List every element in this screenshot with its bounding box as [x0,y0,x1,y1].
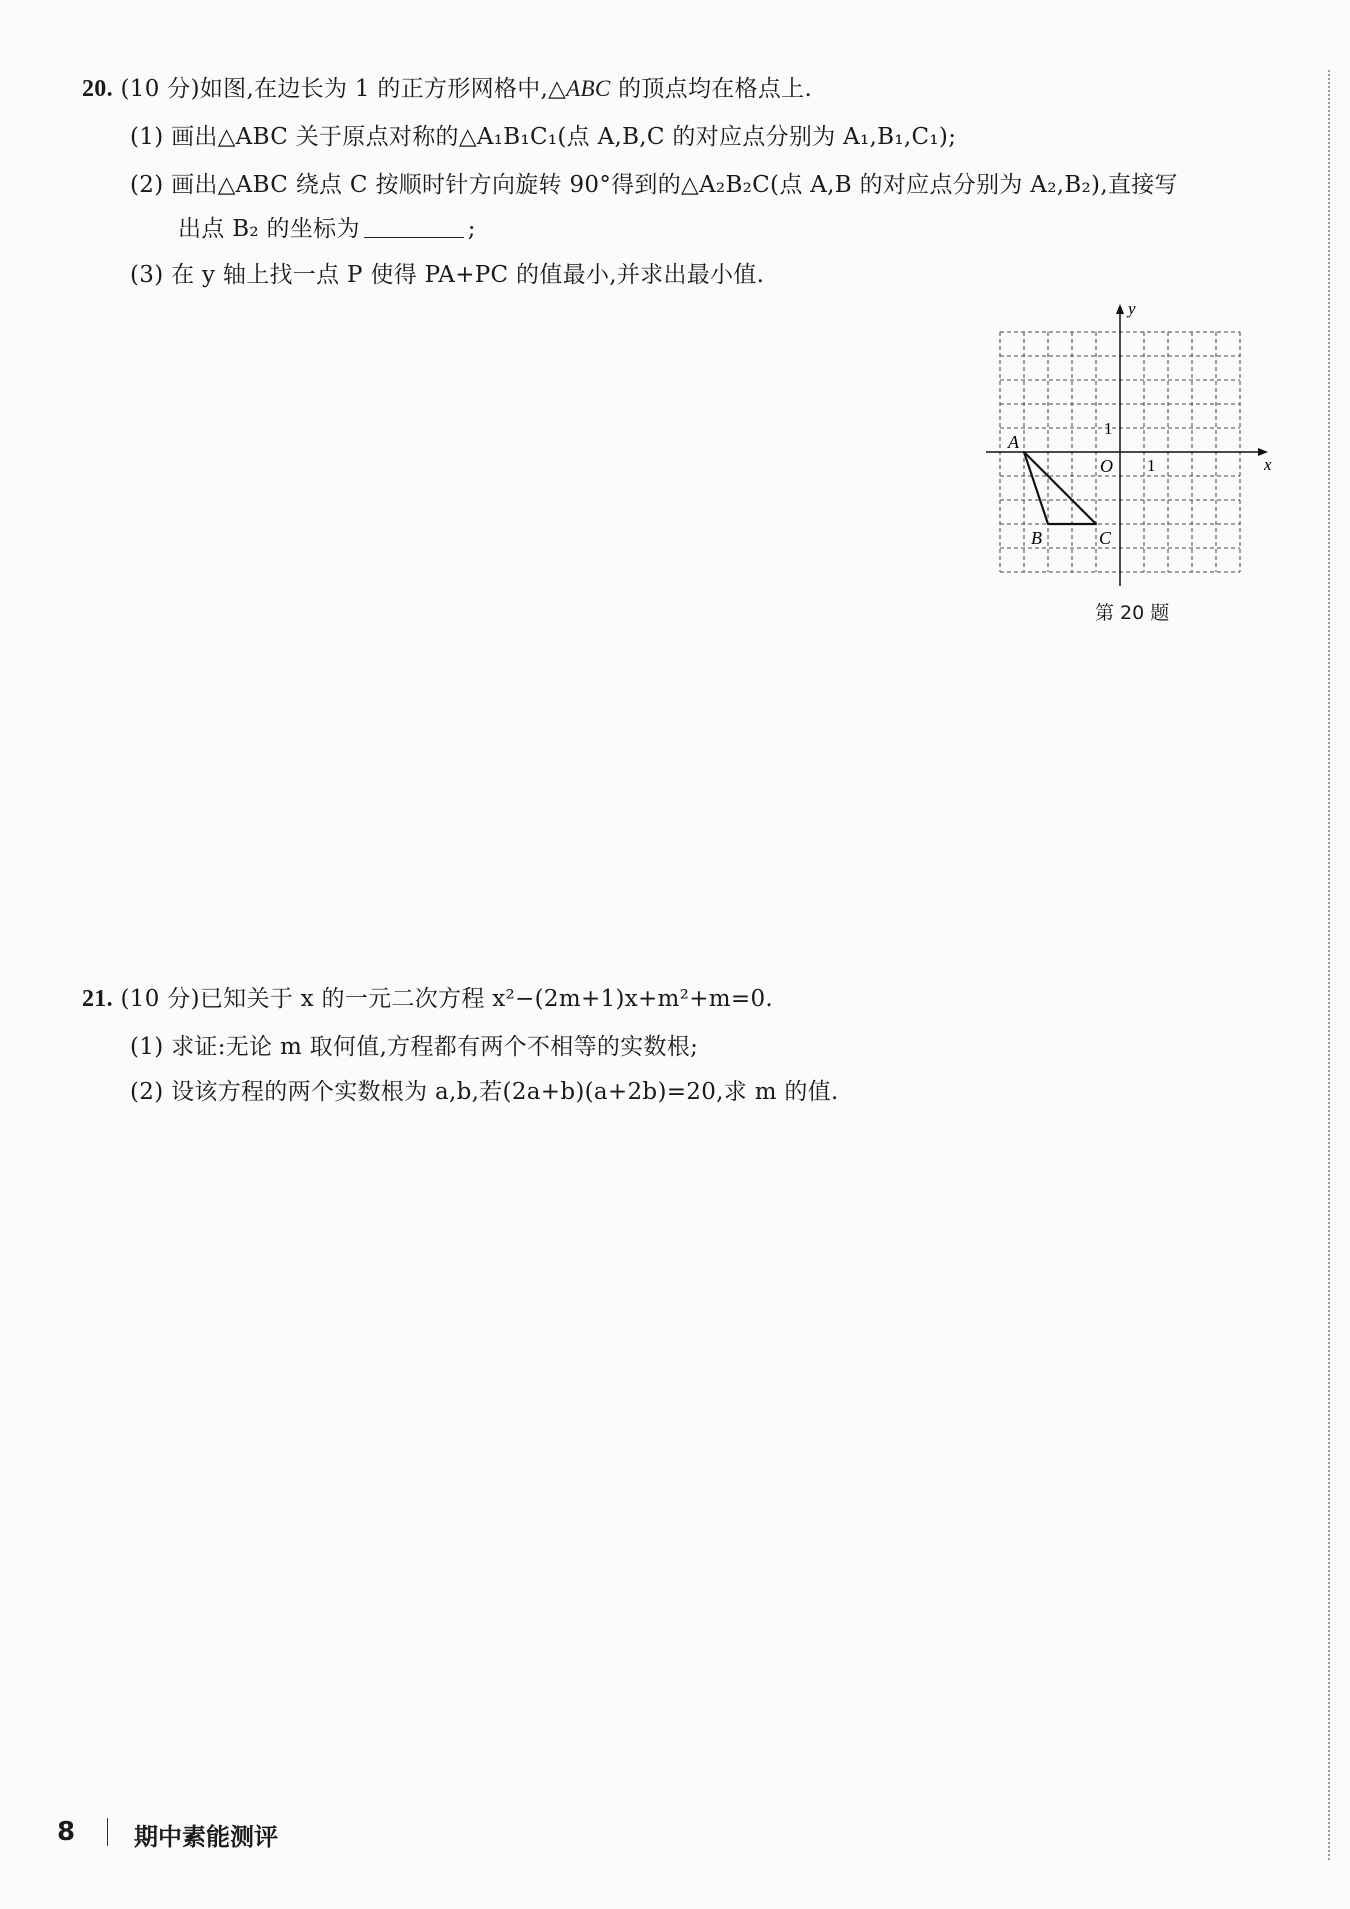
point-b-label: B [1031,528,1042,548]
triangle-outline [1024,452,1096,524]
q20-part2-line1: (2) 画出△ABC 绕点 C 按顺时针方向旋转 90°得到的△A₂B₂C(点 A,B 的对应点分别为 A₂,B₂),直接写 [130,172,1178,198]
triangle-abc [1024,452,1096,524]
origin-label: O [1100,456,1113,476]
coordinate-grid-figure [985,295,1275,595]
q20-part1: (1) 画出△ABC 关于原点对称的△A₁B₁C₁(点 A,B,C 的对应点分别为 A₁,B₁,C₁); [130,124,957,150]
q20-stem-text-a: (10 分)如图,在边长为 1 的正方形网格中,△ [120,76,567,102]
q21-stem [82,980,773,1013]
q21-part1: (1) 求证:无论 m 取何值,方程都有两个不相等的实数根; [130,1034,699,1060]
q21-part2: (2) 设该方程的两个实数根为 a,b,若(2a+b)(a+2b)=20,求 m 的值. [130,1079,839,1105]
q20-stem [82,70,812,103]
footer-separator [107,1818,108,1846]
q20-number: 20. [82,76,113,102]
q21-stem-text: (10 分)已知关于 x 的一元二次方程 x²−(2m+1)x+m²+m=0. [120,986,773,1012]
q20-part2-text: 出点 B₂ 的坐标为 [178,216,360,242]
margin-dotted-line [1328,70,1330,1860]
y-axis-label: y [1128,299,1136,318]
page-number: 8 [57,1817,76,1847]
y-axis-arrow [1116,304,1124,314]
footer-title: 期中素能测评 [134,1823,278,1851]
x-tick-label: 1 [1147,456,1156,475]
answer-blank [364,215,464,238]
point-a-label: A [1008,432,1019,452]
q20-part2-line2 [178,210,476,243]
y-tick-label: 1 [1104,419,1113,438]
q20-stem-text-b: ABC [566,76,611,101]
point-c-label: C [1099,528,1112,548]
q20-stem-text-c: 的顶点均在格点上. [610,76,813,102]
axes [986,304,1268,586]
x-axis-label: x [1264,455,1272,474]
q21-number: 21. [82,986,113,1012]
q20-part3: (3) 在 y 轴上找一点 P 使得 PA+PC 的值最小,并求出最小值. [130,262,765,288]
figure-caption: 第 20 题 [1095,602,1170,624]
q20-part2-semicolon: ; [467,216,476,242]
